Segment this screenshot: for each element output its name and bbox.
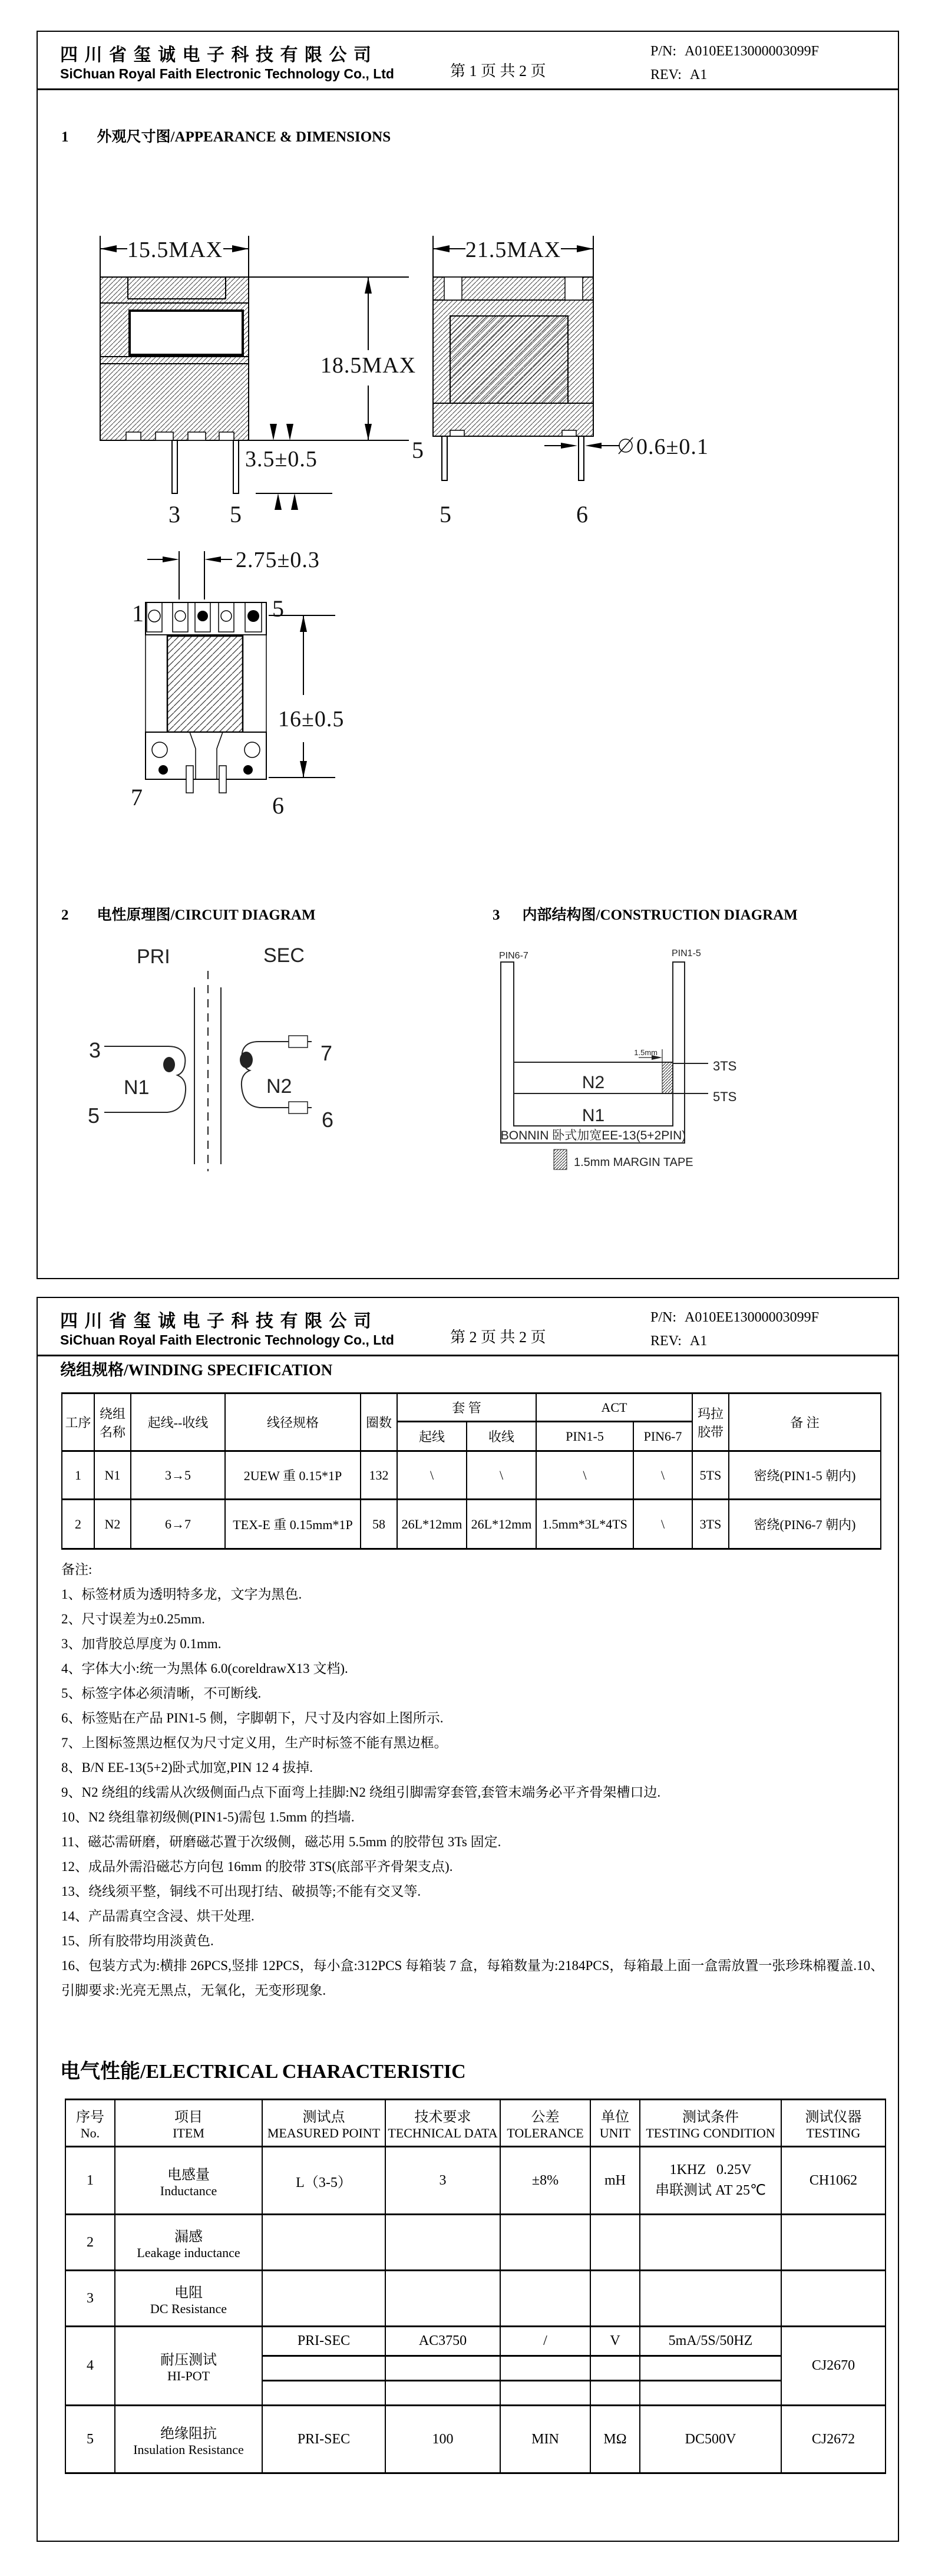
empty-cell [385, 2356, 500, 2381]
note-item: 6、标签贴在产品 PIN1-5 侧，字脚朝下，尺寸及内容如上图所示. [61, 1711, 444, 1725]
cell-turns: 58 [361, 1500, 397, 1549]
cell-tape: 5TS [692, 1451, 729, 1500]
electrical-table [65, 2099, 886, 2474]
elec-row-dcr [65, 2271, 886, 2327]
col-header-act-pin67: PIN6-7 [633, 1422, 692, 1451]
note-item: 8、B/N EE-13(5+2)卧式加宽,PIN 12 4 拔掉. [61, 1760, 313, 1775]
cell-tol: / [500, 2327, 590, 2356]
cell-item [115, 2271, 262, 2327]
col-header-wire-spec: 线径规格 [225, 1394, 361, 1451]
note-item: 12、成品外需沿磁芯方向包 16mm 的胶带 3TS(底部平齐骨架支点). [61, 1859, 453, 1874]
note-item: 5、标签字体必须清晰，不可断线. [61, 1686, 262, 1701]
cond-line2: 串联测试 AT 25℃ [655, 2183, 766, 2198]
empty-cell [590, 2215, 640, 2271]
cell-start-end: 6→7 [131, 1500, 225, 1549]
section-2-number: 2 [61, 907, 69, 923]
col-header-turns: 圈数 [361, 1394, 397, 1451]
empty-cell [500, 2215, 590, 2271]
circuit-pin-7: 7 [320, 1041, 333, 1065]
front-height-dim-label: 18.5MAX [320, 353, 417, 378]
pad-pin [247, 610, 259, 622]
rev-label: REV: [650, 67, 682, 83]
cell-act-pin67: \ [633, 1451, 692, 1500]
empty-cell [385, 2381, 500, 2406]
circuit-pin-3: 3 [88, 1038, 101, 1062]
cell-process: 2 [62, 1500, 94, 1549]
empty-cell [262, 2271, 385, 2327]
cell-winding-name: N2 [94, 1500, 131, 1549]
page-number: 第 2 页 共 2 页 [450, 1329, 546, 1346]
empty-cell [385, 2271, 500, 2327]
front-body [100, 277, 249, 440]
elec-row-hipot [65, 2327, 886, 2356]
cell-cond: 5mA/5S/50HZ [640, 2327, 781, 2356]
header-cn: 单位 [601, 2110, 629, 2125]
notes-title: 备注: [61, 1562, 92, 1577]
header-cn: 公差 [531, 2110, 560, 2125]
header-cn: 测试仪器 [805, 2110, 862, 2125]
col-header-tape-line2: 胶带 [697, 1424, 723, 1439]
circuit-pin-5: 5 [87, 1103, 100, 1128]
empty-cell [640, 2356, 781, 2381]
col-header-act-pin15: PIN1-5 [536, 1422, 633, 1451]
empty-cell [262, 2215, 385, 2271]
cell-inst: CJ2672 [781, 2406, 886, 2473]
cell-item [115, 2147, 262, 2215]
arrow-up-icon [365, 277, 372, 294]
header-en: UNIT [599, 2126, 631, 2140]
note-item: 15、所有胶带均用淡黄色. [61, 1933, 214, 1948]
company-name-en: SiChuan Royal Faith Electronic Technology Co., Ltd [60, 1332, 394, 1348]
page-number: 第 1 页 共 2 页 [450, 62, 546, 80]
pn-label: P/N: [650, 44, 677, 59]
elec-row-leakage [65, 2215, 886, 2271]
empty-cell [640, 2215, 781, 2271]
margin-tape-legend-swatch [554, 1149, 567, 1170]
note-item: 7、上图标签黑边框仅为尺寸定义用，生产时标签不能有黑边框。 [61, 1735, 448, 1750]
cell-tol: ±8% [500, 2147, 590, 2215]
margin-tape-block [662, 1062, 673, 1093]
cell-item [115, 2406, 262, 2473]
col-header-remark: 备 注 [729, 1394, 881, 1451]
elec-header-unit [590, 2100, 640, 2147]
electrical-title: 电气性能/ELECTRICAL CHARACTERISTIC [60, 2061, 466, 2083]
part-number [650, 1310, 819, 1326]
empty-cell [262, 2381, 385, 2406]
cell-no: 3 [65, 2271, 115, 2327]
item-cn: 耐压测试 [160, 2353, 217, 2368]
note-item: 3、加背胶总厚度为 0.1mm. [61, 1636, 222, 1651]
note-item: 9、N2 绕组的线需从次级侧面凸点下面弯上挂脚:N2 绕组引脚需穿套管,套管末端务必平齐骨架槽口边. [61, 1785, 661, 1800]
flange-pin [243, 765, 253, 775]
note-item: 16、包装方式为:横排 26PCS,竖排 12PCS，每小盒:312PCS 每箱装 7 盒，每箱数量为:2184PCS，每箱最上面一盒需放置一张珍珠棉覆盖.10、引脚要求:光亮无黑点，无氧化，无变形现象. [61, 1958, 884, 1998]
n2-label: N2 [266, 1075, 292, 1098]
tape-3ts-label: 3TS [713, 1059, 737, 1073]
cell-no: 1 [65, 2147, 115, 2215]
cell-process: 1 [62, 1451, 94, 1500]
header-en: TECHNICAL DATA [388, 2126, 498, 2140]
top-height-dimension [269, 615, 335, 778]
top-pin-5-label: 5 [272, 595, 284, 622]
note-item: 13、绕线须平整，铜线不可出现打结、破损等;不能有交叉等. [61, 1884, 421, 1899]
cell-remark: 密绕(PIN1-5 朝内) [729, 1451, 881, 1500]
top-height-dim-label: 16±0.5 [278, 707, 345, 732]
front-pin-3 [172, 440, 177, 493]
cell-unit: V [590, 2327, 640, 2356]
cell-tech: AC3750 [385, 2327, 500, 2356]
cell-cond: DC500V [640, 2406, 781, 2473]
cell-wire-spec: TEX-E 重 0.15mm*1P [225, 1500, 361, 1549]
elec-header-cond [640, 2100, 781, 2147]
empty-cell [500, 2356, 590, 2381]
cell-item [115, 2327, 262, 2406]
flange-pin [158, 765, 168, 775]
pad-pin [197, 611, 208, 621]
sleeve-symbol [289, 1102, 308, 1114]
col-header-tube-end: 收线 [467, 1422, 536, 1451]
cell-tech: 3 [385, 2147, 500, 2215]
tape-5ts-label: 5TS [713, 1089, 737, 1104]
margin-tape-legend-label: 1.5mm MARGIN TAPE [574, 1156, 693, 1169]
empty-cell [781, 2271, 886, 2327]
circuit-diagram [88, 944, 333, 1171]
polarity-dot-icon [163, 1057, 175, 1072]
cell-tube-end: 26L*12mm [467, 1500, 536, 1549]
cell-point: PRI-SEC [262, 2327, 385, 2356]
company-name-cn: 四 川 省 玺 诚 电 子 科 技 有 限 公 司 [60, 45, 372, 65]
pn-value: A010EE13000003099F [685, 1310, 820, 1325]
winding-spec-title: 绕组规格/WINDING SPECIFICATION [60, 1361, 333, 1379]
cell-point: PRI-SEC [262, 2406, 385, 2473]
side-core-block [450, 316, 568, 403]
cell-tape: 3TS [692, 1500, 729, 1549]
note-item: 10、N2 绕组靠初级侧(PIN1-5)需包 1.5mm 的挡墙. [61, 1810, 355, 1824]
item-en: Leakage inductance [137, 2245, 240, 2260]
empty-cell [640, 2271, 781, 2327]
cell-remark: 密绕(PIN6-7 朝内) [729, 1500, 881, 1549]
cell-tube-end: \ [467, 1451, 536, 1500]
front-pin-5 [233, 440, 239, 493]
header-cn: 序号 [76, 2110, 104, 2125]
polarity-dot-icon [240, 1052, 253, 1068]
cell-no: 4 [65, 2327, 115, 2406]
margin-dim-label: 1.5mm [634, 1048, 658, 1057]
header-en: No. [80, 2126, 100, 2140]
col-header-process: 工序 [62, 1394, 94, 1451]
note-item: 1、标签材质为透明特多龙，文字为黑色. [61, 1587, 302, 1602]
top-pitch-dim-label: 2.75±0.3 [236, 548, 320, 572]
side-pin-diameter-dimension [544, 437, 633, 454]
col-header-winding-line1: 绕组 [99, 1406, 125, 1421]
spec-sheet-page-1 [37, 31, 899, 1279]
top-pin-1-label: 1 [132, 600, 144, 627]
elec-header-inst [781, 2100, 886, 2147]
cell-point: L（3-5） [262, 2147, 385, 2215]
cell-no: 5 [65, 2406, 115, 2473]
col-header-winding-name [94, 1394, 131, 1451]
header-en: MEASURED POINT [267, 2126, 381, 2140]
header-en: TOLERANCE [507, 2126, 584, 2140]
cell-wire-spec: 2UEW 重 0.15*1P [225, 1451, 361, 1500]
side-pin-side-label: 5 [412, 437, 424, 463]
col-header-tube: 套 管 [397, 1394, 536, 1422]
spec-sheet-page-2 [37, 1297, 899, 2542]
cell-inst: CH1062 [781, 2147, 886, 2215]
construction-diagram [499, 948, 736, 1170]
cond-line1: 1KHZ 0.25V [669, 2162, 752, 2178]
cell-act-pin67: \ [633, 1500, 692, 1549]
rev-value: A1 [689, 1333, 708, 1349]
col-header-tape [692, 1394, 729, 1451]
item-en: Insulation Resistance [133, 2442, 244, 2457]
top-pin-7-label: 7 [131, 784, 143, 811]
cell-tol: MIN [500, 2406, 590, 2473]
winding-row-n1 [62, 1451, 881, 1500]
cell-tube-start: \ [397, 1451, 467, 1500]
construction-n2-label: N2 [582, 1073, 605, 1092]
cell-start-end: 3→5 [131, 1451, 225, 1500]
item-cn: 电感量 [167, 2167, 210, 2183]
arrow-left-icon [100, 245, 117, 252]
cell-turns: 132 [361, 1451, 397, 1500]
cell-unit: mH [590, 2147, 640, 2215]
front-pin-5-label: 5 [230, 501, 242, 528]
header-cn: 测试点 [302, 2110, 345, 2125]
note-item: 2、尺寸误差为±0.25mm. [61, 1612, 205, 1626]
col-header-tube-start: 起线 [397, 1422, 467, 1451]
empty-cell [262, 2356, 385, 2381]
empty-cell [590, 2356, 640, 2381]
item-cn: 绝缘阻抗 [160, 2426, 217, 2442]
sleeve-symbol [289, 1036, 308, 1047]
elec-header-point [262, 2100, 385, 2147]
elec-header-tol [500, 2100, 590, 2147]
cell-cond [640, 2147, 781, 2215]
side-pin-diameter-label: 0.6±0.1 [636, 434, 709, 459]
item-en: Inductance [160, 2183, 217, 2198]
construction-pin67-label: PIN6-7 [499, 951, 528, 961]
header-en: ITEM [173, 2126, 204, 2140]
section-3-number: 3 [493, 907, 500, 923]
cell-tube-start: 26L*12mm [397, 1500, 467, 1549]
construction-n1-label: N1 [582, 1106, 605, 1125]
header-cn: 测试条件 [682, 2110, 739, 2125]
empty-cell [500, 2381, 590, 2406]
empty-cell [590, 2381, 640, 2406]
cell-inst: CJ2670 [781, 2327, 886, 2406]
col-header-act: ACT [536, 1394, 692, 1422]
col-header-start-end: 起线--收线 [131, 1394, 225, 1451]
empty-cell [781, 2215, 886, 2271]
top-pin-6-label: 6 [272, 792, 284, 819]
winding-row-n2 [62, 1500, 881, 1549]
section-3-text: 内部结构图/CONSTRUCTION DIAGRAM [522, 907, 798, 923]
header-divider [38, 1355, 898, 1356]
arrow-right-icon [232, 245, 249, 252]
cell-tech: 100 [385, 2406, 500, 2473]
empty-cell [500, 2271, 590, 2327]
side-view-drawing [412, 236, 709, 528]
header-en: TESTING [806, 2126, 861, 2140]
col-header-tape-line1: 玛拉 [697, 1406, 723, 1421]
front-pin-3-label: 3 [169, 501, 180, 528]
rev-value: A1 [689, 67, 708, 83]
note-item: 4、字体大小:统一为黑体 6.0(coreldrawX13 文档). [61, 1661, 348, 1676]
front-width-dim-label: 15.5MAX [127, 238, 223, 262]
winding-n2 [242, 1042, 312, 1108]
technical-drawings [38, 32, 898, 1278]
cell-act-pin15: 1.5mm*3L*4TS [536, 1500, 633, 1549]
diameter-symbol-icon [619, 437, 633, 454]
front-core-window [130, 311, 243, 355]
top-view-drawing [131, 548, 344, 819]
company-name-en: SiChuan Royal Faith Electronic Technology Co., Ltd [60, 66, 394, 81]
cell-item [115, 2215, 262, 2271]
header-cn: 项目 [174, 2110, 203, 2125]
item-en: DC Resistance [150, 2301, 227, 2316]
section-1-text: 外观尺寸图/APPEARANCE & DIMENSIONS [97, 129, 391, 145]
empty-cell [590, 2271, 640, 2327]
notes-section [61, 1557, 885, 2003]
elec-header-no [65, 2100, 115, 2147]
front-pin-length-dim-label: 3.5±0.5 [245, 447, 318, 472]
pn-value: A010EE13000003099F [685, 44, 820, 59]
winding-spec-table [61, 1392, 881, 1550]
sec-label: SEC [263, 944, 305, 967]
elec-header-tech [385, 2100, 500, 2147]
empty-cell [640, 2381, 781, 2406]
elec-row-insulation [65, 2406, 886, 2473]
header-cn: 技术要求 [414, 2110, 471, 2125]
section-2-text: 电性原理图/CIRCUIT DIAGRAM [97, 907, 316, 923]
elec-row-inductance [65, 2147, 886, 2215]
cell-no: 2 [65, 2215, 115, 2271]
side-pin-5-label: 5 [440, 501, 451, 528]
pri-label: PRI [137, 946, 170, 968]
elec-header-item [115, 2100, 262, 2147]
company-name-cn: 四 川 省 玺 诚 电 子 科 技 有 限 公 司 [60, 1312, 372, 1331]
revision [650, 1333, 707, 1349]
item-cn: 电阻 [174, 2285, 203, 2301]
section-1-number: 1 [61, 129, 69, 145]
col-header-winding-line2: 名称 [99, 1424, 125, 1439]
empty-cell [385, 2215, 500, 2271]
top-core [167, 636, 243, 732]
arrow-down-icon [365, 424, 372, 440]
item-cn: 漏感 [174, 2229, 203, 2245]
rev-label: REV: [650, 1333, 682, 1349]
side-pin-6-label: 6 [576, 501, 588, 528]
note-item: 14、产品需真空含浸、烘干处理. [61, 1909, 255, 1923]
n1-label: N1 [124, 1076, 150, 1099]
cell-unit: MΩ [590, 2406, 640, 2473]
pn-label: P/N: [650, 1310, 677, 1325]
item-en: HI-POT [167, 2369, 210, 2383]
side-pin-5 [442, 436, 447, 480]
cell-winding-name: N1 [94, 1451, 131, 1500]
side-width-dim-label: 21.5MAX [465, 238, 561, 262]
side-pin-6 [579, 436, 584, 480]
top-pitch-dimension [147, 551, 232, 599]
front-view-drawing [100, 236, 416, 528]
bobbin-type-label: BONNIN 卧式加宽EE-13(5+2PIN) [500, 1129, 686, 1142]
header-en: TESTING CONDITION [646, 2126, 775, 2140]
cell-act-pin15: \ [536, 1451, 633, 1500]
note-item: 11、磁芯需研磨，研磨磁芯置于次级侧，磁芯用 5.5mm 的胶带包 3Ts 固定. [61, 1834, 501, 1849]
circuit-pin-6: 6 [321, 1108, 334, 1132]
construction-pin15-label: PIN1-5 [672, 948, 701, 958]
